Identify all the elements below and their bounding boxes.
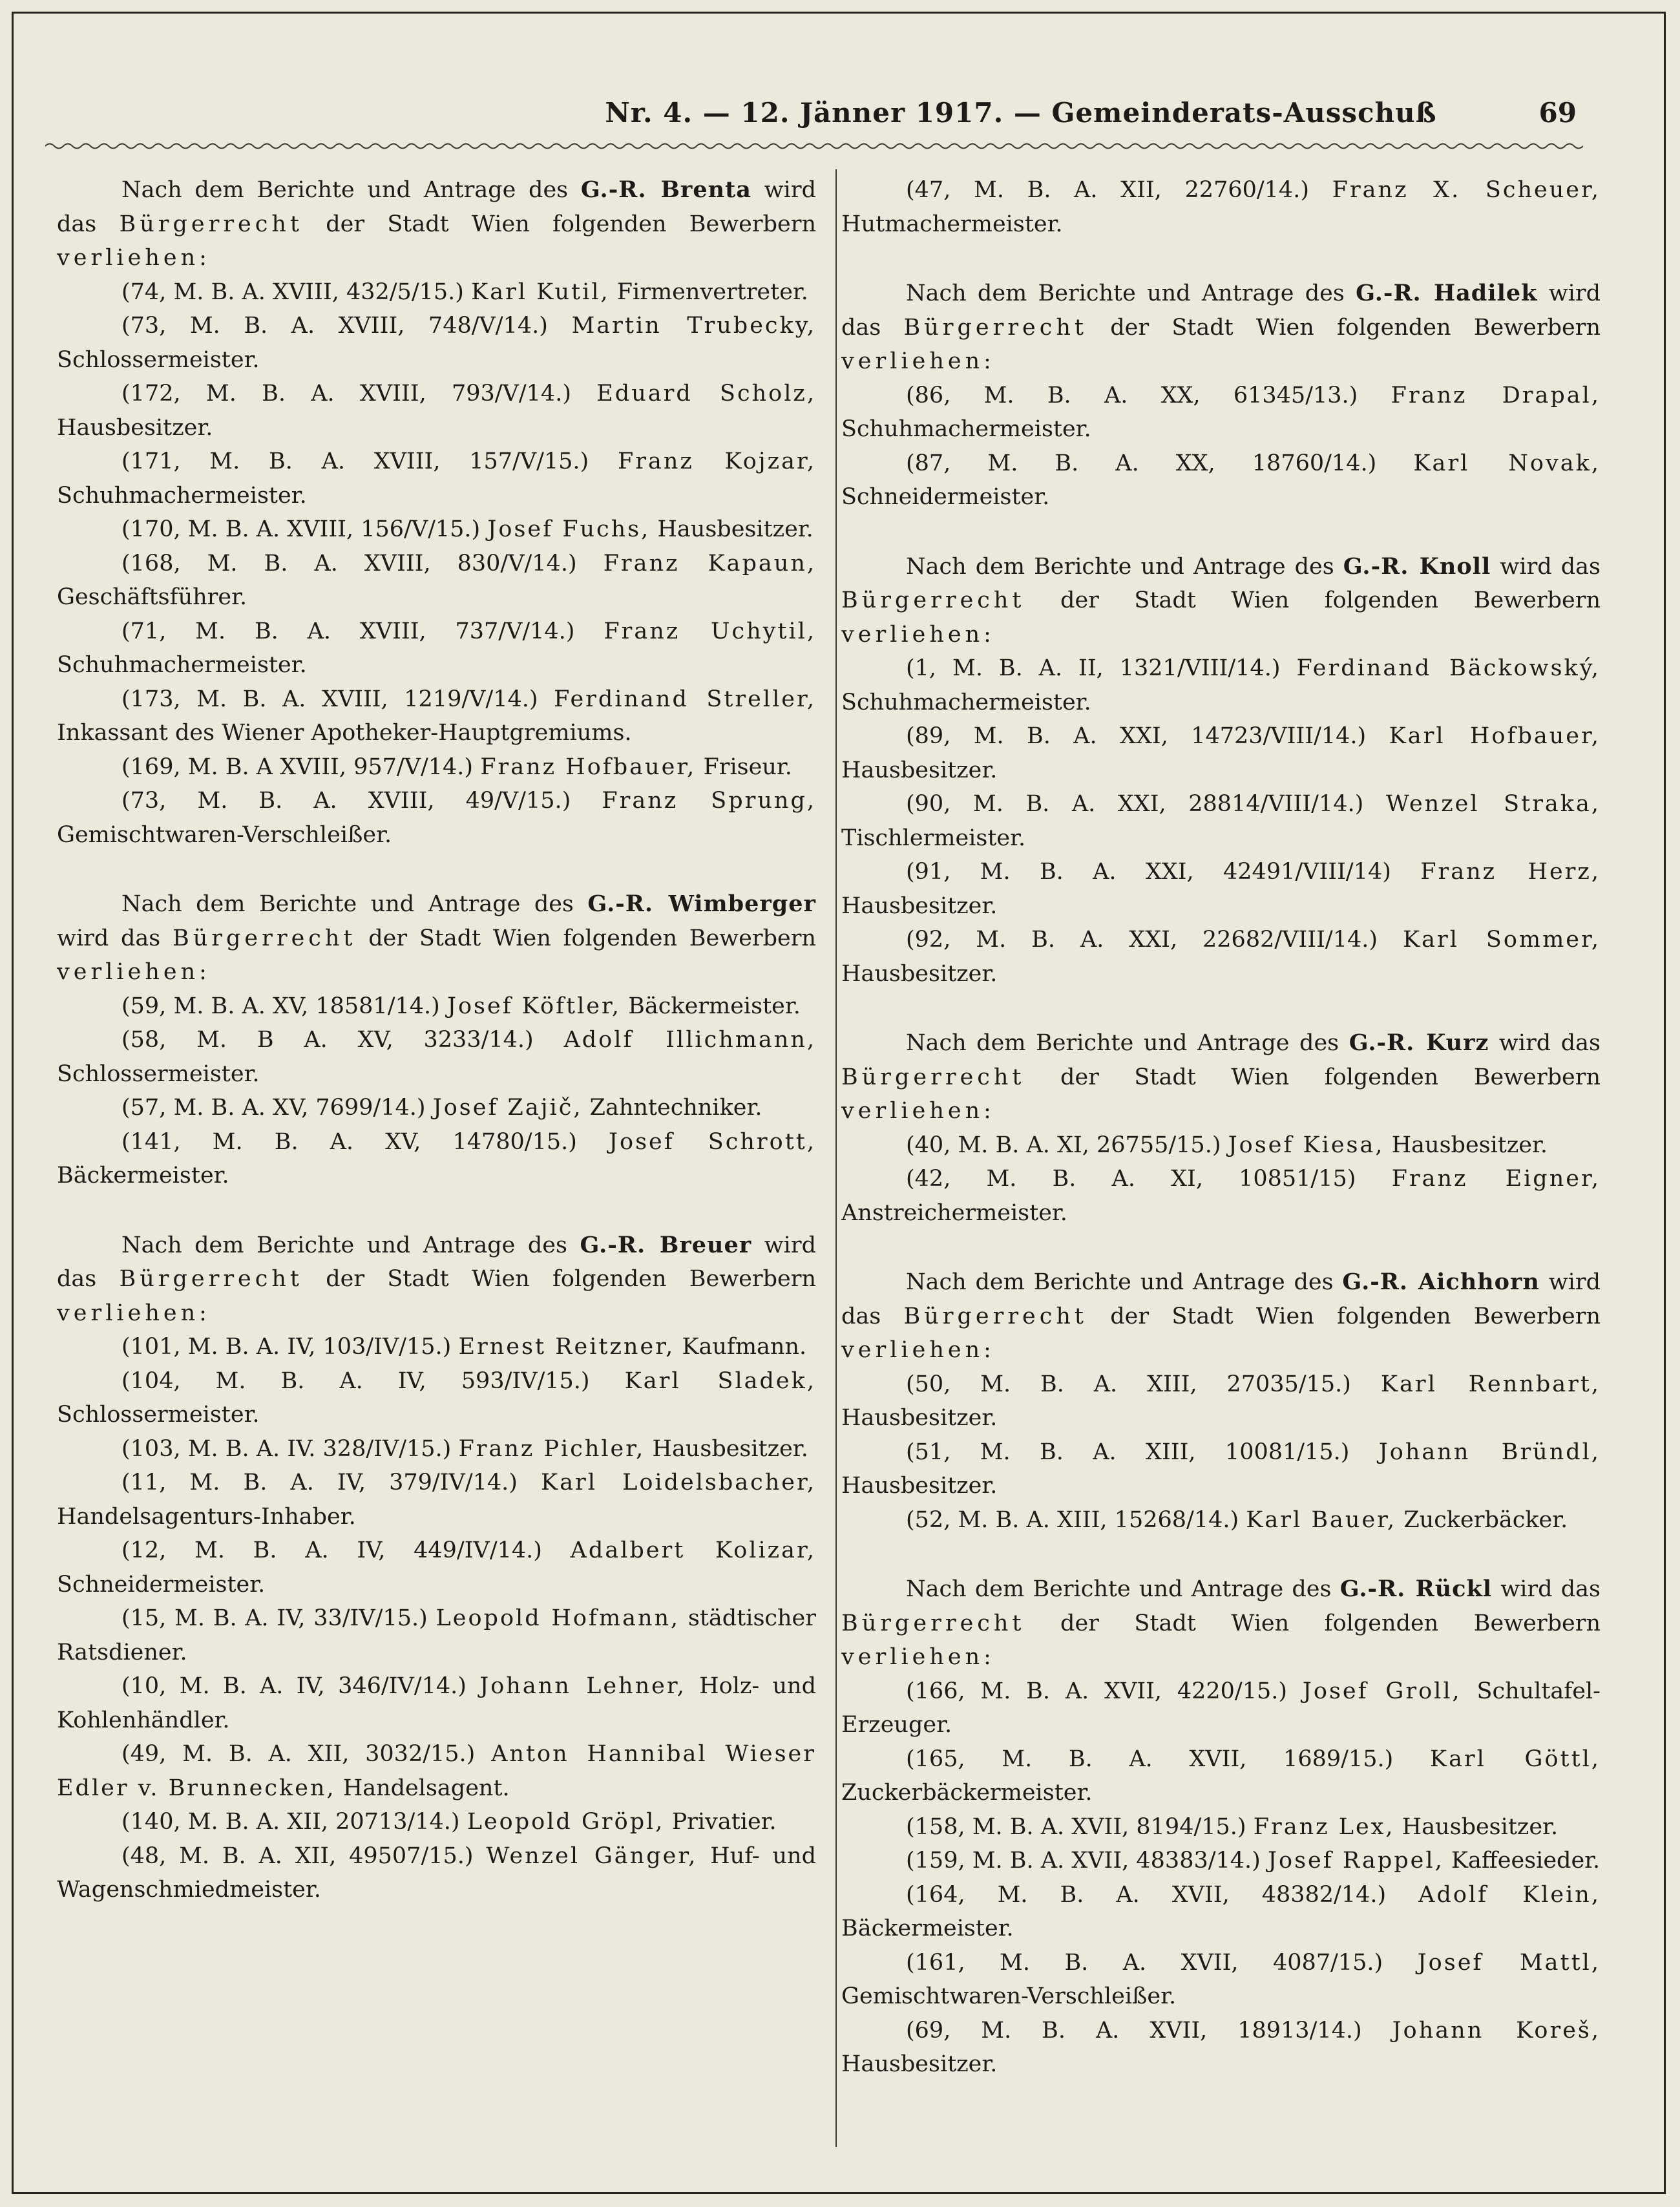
intro-text: wird das <box>841 280 1601 341</box>
entry-reference: (87, M. B. A. XX, 18760/14.) <box>906 450 1377 476</box>
entry-reference: (58, M. B A. XV, 3233/14.) <box>121 1027 534 1053</box>
intro-text: Nach dem Berichte und Antrage des <box>906 1576 1332 1602</box>
entry-occupation: Anstreichermeister. <box>841 1199 1067 1226</box>
entry-occupation: Firmenvertreter. <box>616 279 808 305</box>
intro-text: Bürgerrecht <box>841 1610 1025 1636</box>
entry-name: Franz Kapaun, <box>603 550 816 576</box>
councillor-name: G.-R. Aichhorn <box>1342 1269 1540 1295</box>
list-item <box>57 682 816 750</box>
intro-text: Bürgerrecht <box>841 587 1025 613</box>
list-item <box>841 1810 1601 1844</box>
intro-text: der Stadt Wien folgenden Bewerbern <box>1060 1610 1601 1636</box>
councillor-name: G.-R. Kurz <box>1349 1030 1489 1056</box>
list-item <box>841 379 1601 447</box>
entry-occupation: Inkassant des Wiener Apotheker-Hauptgremiums. <box>57 720 632 746</box>
entry-name: Leopold Gröpl, <box>467 1809 665 1835</box>
entry-occupation: städtischer Ratsdiener. <box>57 1605 816 1665</box>
intro-text: der Stadt Wien folgenden Bewerbern <box>1060 587 1601 613</box>
entry-reference: (165, M. B. A. XVII, 1689/15.) <box>906 1746 1394 1772</box>
list-item <box>57 1534 816 1601</box>
entry-occupation: Handelsagenturs-Inhaber. <box>57 1503 356 1530</box>
entry-occupation: Hausbesitzer. <box>1402 1813 1559 1840</box>
intro-text: Nach dem Berichte und Antrage des <box>906 1030 1339 1056</box>
entry-occupation: Hausbesitzer. <box>841 757 998 783</box>
entry-name: Josef Mattl, <box>1417 1949 1601 1976</box>
entry-occupation: Hausbesitzer. <box>841 1405 998 1431</box>
entry-occupation: Gemischtwaren-Verschleißer. <box>841 1983 1177 2009</box>
intro-text: verliehen: <box>841 1337 995 1363</box>
entry-occupation: Hausbesitzer. <box>657 516 814 542</box>
list-item <box>57 1023 816 1091</box>
list-item <box>57 445 816 512</box>
list-item <box>57 1805 816 1839</box>
entry-occupation: Geschäftsführer. <box>57 584 247 610</box>
entry-reference: (141, M. B. A. XV, 14780/15.) <box>121 1128 577 1155</box>
entry-reference: (89, M. B. A. XXI, 14723/VIII/14.) <box>906 723 1367 749</box>
entry-occupation: Schneidermeister. <box>57 1571 266 1598</box>
entry-name: Josef Rappel, <box>1267 1848 1444 1874</box>
entry-occupation: Schneidermeister. <box>841 484 1050 510</box>
section-intro <box>841 550 1601 652</box>
list-item <box>57 1601 816 1669</box>
entry-occupation: Zahntechniker. <box>589 1095 762 1121</box>
entry-reference: (40, M. B. A. XI, 26755/15.) <box>906 1132 1221 1158</box>
entry-occupation: Schuhmachermeister. <box>841 689 1091 715</box>
entry-reference: (166, M. B. A. XVII, 4220/15.) <box>906 1678 1288 1704</box>
entry-reference: (140, M. B. A. XII, 20713/14.) <box>121 1809 460 1835</box>
list-item <box>57 1466 816 1534</box>
entry-reference: (48, M. B. A. XII, 49507/15.) <box>121 1843 474 1869</box>
entry-occupation: Schlossermeister. <box>57 1402 260 1428</box>
entry-reference: (101, M. B. A. IV, 103/IV/15.) <box>121 1334 452 1360</box>
entry-occupation: Hausbesitzer. <box>652 1435 808 1462</box>
entry-name: Karl Sladek, <box>624 1367 816 1394</box>
entry-occupation: Hausbesitzer. <box>57 414 213 441</box>
list-item <box>57 1330 816 1364</box>
entry-occupation: Schuhmachermeister. <box>57 652 307 678</box>
list-item <box>841 1435 1601 1503</box>
entry-occupation: Schuhmachermeister. <box>57 482 307 509</box>
entry-occupation: Hausbesitzer. <box>841 892 998 919</box>
entry-name: Karl Göttl, <box>1429 1746 1601 1772</box>
list-item <box>841 173 1601 241</box>
entry-occupation: Hutmachermeister. <box>841 211 1063 237</box>
header-wavy-rule <box>45 141 1583 151</box>
entry-name: Johann Koreš, <box>1392 2017 1601 2043</box>
entry-reference: (104, M. B. A. IV, 593/IV/15.) <box>121 1367 590 1394</box>
list-item <box>57 989 816 1024</box>
entry-occupation: Friseur. <box>703 754 792 780</box>
entry-reference: (92, M. B. A. XXI, 22682/VIII/14.) <box>906 927 1378 953</box>
entry-occupation: Zuckerbäckermeister. <box>841 1780 1093 1806</box>
list-item <box>841 1742 1601 1810</box>
list-item <box>841 1674 1601 1742</box>
entry-occupation: Hausbesitzer. <box>841 1473 998 1499</box>
entry-name: Josef Kiesa, <box>1228 1132 1385 1158</box>
councillor-name: G.-R. Hadilek <box>1356 280 1538 306</box>
entry-name: Wenzel Straka, <box>1385 791 1601 817</box>
column-divider <box>835 169 837 2147</box>
intro-text: verliehen: <box>57 959 211 985</box>
list-item <box>841 447 1601 514</box>
entry-reference: (91, M. B. A. XXI, 42491/VIII/14) <box>906 859 1391 885</box>
entry-reference: (86, M. B. A. XX, 61345/13.) <box>906 382 1358 408</box>
entry-reference: (47, M. B. A. XII, 22760/14.) <box>906 177 1309 203</box>
award-section <box>57 887 816 1193</box>
award-section <box>841 1265 1601 1537</box>
entry-name: Franz Hofbauer, <box>480 754 697 780</box>
intro-text: Nach dem Berichte und Antrage des <box>121 1232 567 1258</box>
intro-text: wird das <box>57 177 816 237</box>
entry-occupation: Bäckermeister. <box>841 1916 1014 1941</box>
entry-name: Karl Kutil, <box>471 279 610 305</box>
intro-text: wird das <box>841 1269 1601 1329</box>
entry-reference: (52, M. B. A. XIII, 15268/14.) <box>906 1506 1239 1533</box>
list-item <box>57 1669 816 1737</box>
entry-reference: (15, M. B. A. IV, 33/IV/15.) <box>121 1605 428 1631</box>
entry-reference: (74, M. B. A. XVIII, 432/5/15.) <box>121 279 464 305</box>
list-item <box>841 651 1601 719</box>
entry-name: Eduard Scholz, <box>596 381 816 407</box>
entry-reference: (164, M. B. A. XVII, 48382/14.) <box>906 1881 1387 1908</box>
award-section <box>57 1229 816 1907</box>
list-item <box>841 1367 1601 1435</box>
page-number: 69 <box>1538 97 1577 129</box>
entry-name: Josef Schrott, <box>608 1128 816 1155</box>
entry-name: Martin Trubecky, <box>571 313 816 339</box>
award-section <box>841 277 1601 514</box>
entry-name: Josef Köftler, <box>446 993 622 1019</box>
entry-reference: (71, M. B. A. XVIII, 737/V/14.) <box>121 618 575 644</box>
list-item <box>57 1364 816 1432</box>
entry-occupation: Gemischtwaren-Verschleißer. <box>57 821 392 848</box>
entry-reference: (50, M. B. A. XIII, 27035/15.) <box>906 1371 1351 1397</box>
section-intro <box>841 1265 1601 1367</box>
list-item <box>57 512 816 547</box>
entry-name: Franz X. Scheuer, <box>1332 177 1601 203</box>
section-intro <box>841 1572 1601 1674</box>
list-item <box>841 787 1601 855</box>
list-item <box>841 1946 1601 2014</box>
entry-name: Karl Sommer, <box>1402 927 1601 953</box>
section-intro <box>57 173 816 275</box>
entry-occupation: Hausbesitzer. <box>841 960 998 987</box>
section-intro <box>841 277 1601 379</box>
intro-text: Bürgerrecht <box>119 1266 303 1292</box>
entry-reference: (59, M. B. A. XV, 18581/14.) <box>121 993 440 1019</box>
left-column <box>57 173 816 2151</box>
list-item <box>57 784 816 852</box>
intro-text: Nach dem Berichte und Antrage des <box>121 891 574 917</box>
award-section <box>57 173 816 852</box>
intro-text: wird das <box>57 925 161 951</box>
entry-reference: (69, M. B. A. XVII, 18913/14.) <box>906 2017 1362 2043</box>
entry-reference: (170, M. B. A. XVIII, 156/V/15.) <box>121 516 481 542</box>
entry-name: Franz Lex, <box>1253 1813 1395 1840</box>
award-section <box>841 173 1601 241</box>
intro-text: der Stadt Wien folgenden Bewerbern <box>368 925 816 951</box>
list-item <box>57 750 816 785</box>
list-item <box>841 1128 1601 1163</box>
intro-text: Bürgerrecht <box>903 314 1087 341</box>
intro-text: Bürgerrecht <box>841 1064 1025 1090</box>
entry-name: Franz Drapal, <box>1391 382 1601 408</box>
entry-reference: (42, M. B. A. XI, 10851/15) <box>906 1166 1356 1192</box>
entry-occupation: Kaffeesieder. <box>1451 1848 1601 1874</box>
list-item <box>841 1503 1601 1537</box>
entry-name: Karl Loidelsbacher, <box>541 1470 817 1495</box>
entry-name: Karl Hofbauer, <box>1389 723 1601 749</box>
entry-reference: (10, M. B. A. IV, 346/IV/14.) <box>121 1673 467 1699</box>
intro-text: Nach dem Berichte und Antrage des <box>906 553 1334 580</box>
list-item <box>841 923 1601 991</box>
intro-text: wird das <box>1498 1030 1601 1056</box>
entry-occupation: Zuckerbäcker. <box>1403 1506 1568 1533</box>
entry-reference: (161, M. B. A. XVII, 4087/15.) <box>906 1949 1383 1976</box>
entry-occupation: Schlossermeister. <box>57 1061 260 1087</box>
intro-text: wird das <box>1500 1576 1601 1602</box>
entry-name: Anton Hannibal Wieser Edler v. Brunnecken, <box>57 1741 816 1801</box>
list-item <box>841 855 1601 923</box>
entry-reference: (73, M. B. A. XVIII, 49/V/15.) <box>121 788 571 814</box>
entry-occupation: Privatier. <box>671 1809 777 1835</box>
councillor-name: G.-R. Rückl <box>1339 1576 1493 1602</box>
intro-text: wird das <box>1500 553 1601 580</box>
list-item <box>841 719 1601 787</box>
entry-reference: (158, M. B. A. XVII, 8194/15.) <box>906 1813 1246 1840</box>
entry-name: Johann Lehner, <box>479 1673 686 1699</box>
intro-text: Bürgerrecht <box>119 211 303 237</box>
intro-text: verliehen: <box>841 1644 995 1670</box>
intro-text: wird das <box>57 1232 816 1292</box>
entry-reference: (90, M. B. A. XXI, 28814/VIII/14.) <box>906 791 1364 817</box>
intro-text: Bürgerrecht <box>173 925 357 951</box>
entry-occupation: Handelsagent. <box>342 1775 510 1801</box>
entry-name: Wenzel Gänger, <box>486 1843 698 1869</box>
entry-occupation: Bäckermeister. <box>628 993 801 1019</box>
entry-reference: (57, M. B. A. XV, 7699/14.) <box>121 1095 426 1121</box>
intro-text: der Stadt Wien folgenden Bewerbern <box>1110 1303 1601 1329</box>
intro-text: verliehen: <box>841 621 995 648</box>
entry-name: Josef Groll, <box>1302 1678 1462 1704</box>
intro-text: Nach dem Berichte und Antrage des <box>906 280 1345 306</box>
entry-occupation: Bäckermeister. <box>57 1163 229 1188</box>
entry-occupation: Schultafel-Erzeuger. <box>841 1678 1601 1738</box>
entry-occupation: Kaufmann. <box>682 1334 807 1360</box>
section-intro <box>841 1026 1601 1128</box>
list-item <box>57 275 816 310</box>
entry-name: Franz Eigner, <box>1391 1166 1601 1192</box>
entry-occupation: Schuhmachermeister. <box>841 416 1091 442</box>
entry-name: Josef Fuchs, <box>487 516 651 542</box>
councillor-name: G.-R. Breuer <box>580 1231 752 1258</box>
intro-text: der Stadt Wien folgenden Bewerbern <box>326 1266 816 1292</box>
list-item <box>57 1091 816 1125</box>
entry-name: Johann Bründl, <box>1378 1439 1601 1465</box>
award-section <box>841 1572 1601 2082</box>
entry-occupation: Hausbesitzer. <box>1391 1132 1548 1158</box>
list-item <box>57 1839 816 1907</box>
entry-occupation: Huf- und Wagenschmiedmeister. <box>57 1843 816 1903</box>
entry-reference: (169, M. B. A XVIII, 957/V/14.) <box>121 754 474 780</box>
intro-text: Bürgerrecht <box>903 1303 1087 1329</box>
page-header: Nr. 4. — 12. Jänner 1917. — Gemeinderats-Ausschuß <box>605 97 1437 129</box>
councillor-name: G.-R. Brenta <box>580 176 751 203</box>
entry-name: Franz Sprung, <box>602 788 816 814</box>
entry-reference: (11, M. B. A. IV, 379/IV/14.) <box>121 1470 518 1495</box>
intro-text: verliehen: <box>841 1098 995 1124</box>
intro-text: der Stadt Wien folgenden Bewerbern <box>326 211 816 237</box>
entry-reference: (1, M. B. A. II, 1321/VIII/14.) <box>906 655 1281 681</box>
entry-reference: (172, M. B. A. XVIII, 793/V/14.) <box>121 381 571 407</box>
intro-text: verliehen: <box>57 1300 211 1326</box>
list-item <box>841 1878 1601 1946</box>
entry-name: Adolf Klein, <box>1418 1881 1601 1908</box>
entry-reference: (51, M. B. A. XIII, 10081/15.) <box>906 1439 1350 1465</box>
section-intro <box>57 1229 816 1331</box>
entry-name: Ferdinand Bäckowský, <box>1296 655 1601 681</box>
entry-occupation: Holz- und Kohlenhändler. <box>57 1673 816 1733</box>
entry-name: Adalbert Kolizar, <box>570 1537 816 1563</box>
list-item <box>841 1162 1601 1230</box>
entry-name: Franz Kojzar, <box>617 449 816 474</box>
list-item <box>57 377 816 445</box>
list-item <box>57 1432 816 1466</box>
list-item <box>841 2014 1601 2082</box>
entry-occupation: Hausbesitzer. <box>841 2051 998 2077</box>
intro-text: verliehen: <box>57 245 211 271</box>
entry-occupation: Schlossermeister. <box>57 346 260 373</box>
entry-name: Karl Bauer, <box>1246 1506 1397 1533</box>
entry-name: Adolf Illichmann, <box>563 1027 816 1053</box>
intro-text: der Stadt Wien folgenden Bewerbern <box>1060 1064 1601 1090</box>
councillor-name: G.-R. Wimberger <box>587 891 816 917</box>
award-section <box>841 1026 1601 1230</box>
councillor-name: G.-R. Knoll <box>1343 553 1491 580</box>
entry-reference: (173, M. B. A. XVIII, 1219/V/14.) <box>121 686 538 712</box>
entry-name: Josef Zajič, <box>432 1095 583 1121</box>
award-section <box>841 550 1601 991</box>
list-item <box>57 309 816 377</box>
intro-text: der Stadt Wien folgenden Bewerbern <box>1110 314 1601 341</box>
entry-occupation: Tischlermeister. <box>841 825 1026 851</box>
entry-name: Karl Novak, <box>1413 450 1601 476</box>
entry-reference: (168, M. B. A. XVIII, 830/V/14.) <box>121 550 577 576</box>
entry-name: Ferdinand Streller, <box>554 686 816 712</box>
entry-name: Franz Herz, <box>1420 859 1601 885</box>
right-column <box>841 173 1601 2151</box>
entry-reference: (49, M. B. A. XII, 3032/15.) <box>121 1741 476 1767</box>
intro-text: Nach dem Berichte und Antrage des <box>906 1269 1334 1295</box>
entry-name: Franz Pichler, <box>458 1435 646 1462</box>
list-item <box>57 1737 816 1805</box>
list-item <box>57 547 816 615</box>
intro-text: Nach dem Berichte und Antrage des <box>121 177 569 203</box>
entry-reference: (12, M. B. A. IV, 449/IV/14.) <box>121 1537 542 1563</box>
intro-text: verliehen: <box>841 348 995 374</box>
entry-name: Franz Uchytil, <box>604 618 816 644</box>
entry-name: Karl Rennbart, <box>1380 1371 1601 1397</box>
entry-reference: (159, M. B. A. XVII, 48383/14.) <box>906 1848 1261 1874</box>
list-item <box>57 615 816 682</box>
entry-reference: (103, M. B. A. IV. 328/IV/15.) <box>121 1435 452 1462</box>
entry-reference: (73, M. B. A. XVIII, 748/V/14.) <box>121 313 548 339</box>
list-item <box>57 1125 816 1193</box>
section-intro <box>57 887 816 989</box>
entry-name: Ernest Reitzner, <box>458 1334 675 1360</box>
entry-name: Leopold Hofmann, <box>436 1605 680 1631</box>
list-item <box>841 1844 1601 1878</box>
entry-reference: (171, M. B. A. XVIII, 157/V/15.) <box>121 449 589 474</box>
